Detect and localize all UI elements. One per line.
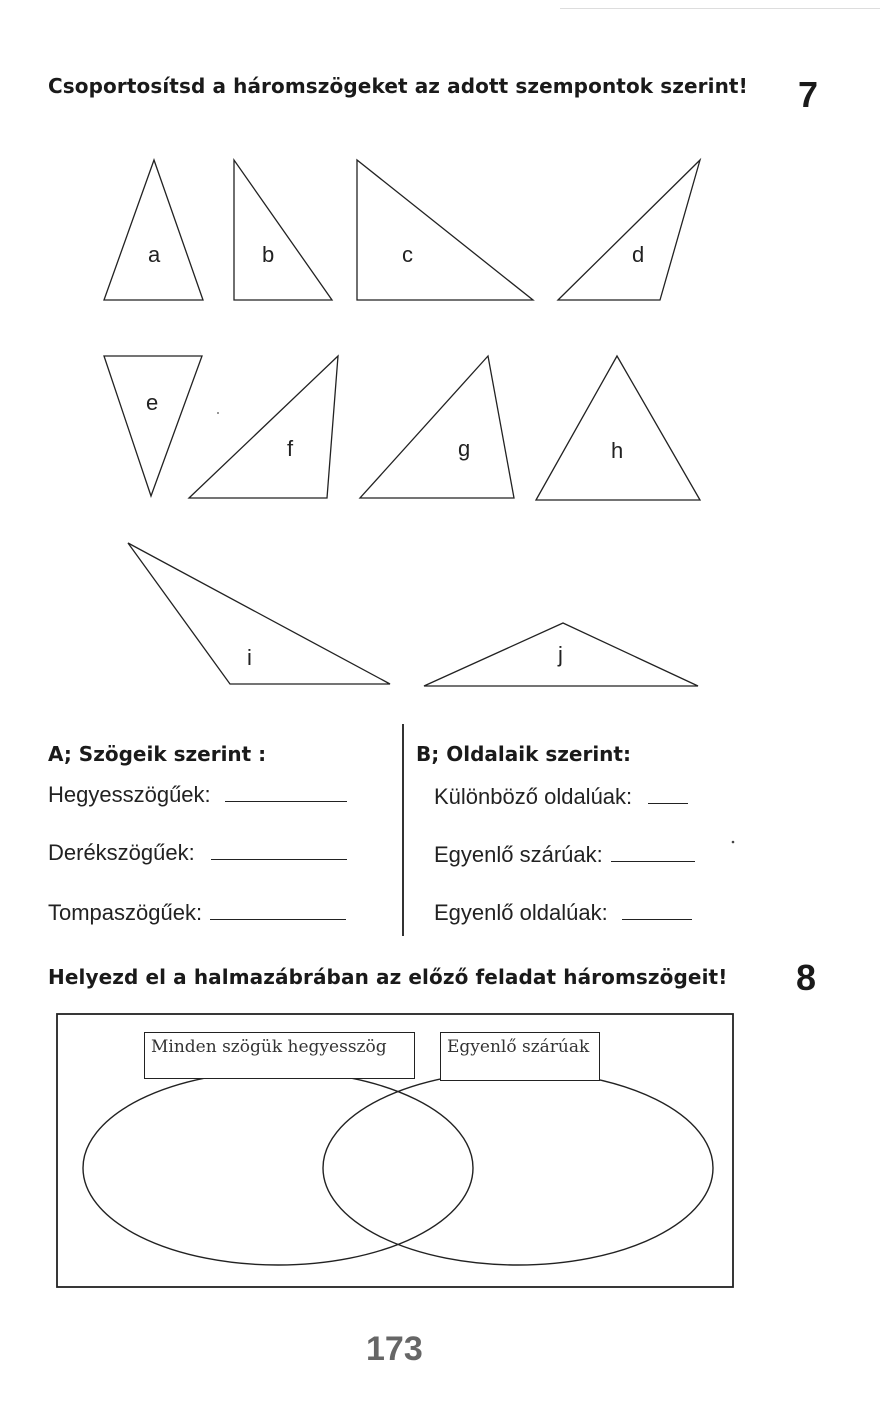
triangle-label-g: g (458, 436, 471, 461)
venn-set-right (323, 1071, 713, 1265)
venn-set-left (83, 1071, 473, 1265)
answer-row-obtuse (48, 900, 346, 926)
answer-label-isosceles: Egyenlő szárúak: (434, 842, 603, 867)
answer-row-scalene (434, 784, 688, 810)
triangle-label-c: c (402, 242, 413, 267)
triangle-label-e: e (146, 390, 159, 415)
triangle-label-a: a (148, 242, 161, 267)
answer-row-right (48, 840, 347, 866)
triangle-a (104, 160, 203, 300)
task-8-number: 8 (796, 957, 817, 998)
triangle-d (558, 160, 700, 300)
answer-blank-isosceles[interactable] (611, 859, 695, 862)
triangle-label-j: j (558, 642, 563, 667)
triangle-label-f: f (287, 436, 294, 461)
answer-label-acute: Hegyesszögűek: (48, 782, 211, 807)
venn-label-acute: Minden szögük hegyesszög (144, 1032, 415, 1079)
venn-label-isosceles: Egyenlő szárúak (440, 1032, 600, 1081)
triangle-f (189, 356, 338, 498)
section-a-title: A; Szögeik szerint : (48, 742, 267, 766)
triangle-b (234, 160, 332, 300)
answer-blank-acute[interactable] (225, 799, 347, 802)
page-number: 173 (366, 1330, 423, 1368)
section-divider (402, 724, 404, 936)
answer-blank-right[interactable] (211, 857, 347, 860)
triangle-e (104, 356, 202, 496)
triangle-label-i: i (247, 645, 252, 670)
triangle-label-b: b (262, 242, 275, 267)
answer-blank-obtuse[interactable] (210, 917, 346, 920)
triangle-h (536, 356, 700, 500)
triangle-label-h: h (611, 438, 624, 463)
stray-dot (732, 841, 735, 844)
triangle-label-d: d (632, 242, 645, 267)
triangle-g (360, 356, 514, 498)
triangle-c (357, 160, 533, 300)
answer-label-equilateral: Egyenlő oldalúak: (434, 900, 608, 925)
answer-blank-scalene[interactable] (648, 801, 688, 804)
answer-label-right: Derékszögűek: (48, 840, 195, 865)
stray-dot (217, 412, 219, 414)
answer-row-acute (48, 782, 347, 808)
answer-row-isosceles (434, 842, 695, 868)
answer-row-equilateral (434, 900, 692, 926)
answer-label-obtuse: Tompaszögűek: (48, 900, 203, 925)
task-7-instruction: Csoportosítsd a háromszögeket az adott szempontok szerint! (48, 74, 748, 98)
answer-blank-equilateral[interactable] (622, 917, 692, 920)
triangle-i (128, 543, 390, 684)
answer-label-scalene: Különböző oldalúak: (434, 784, 633, 809)
section-b-title: B; Oldalaik szerint: (416, 742, 631, 766)
task-7-number: 7 (798, 74, 819, 115)
task-8-instruction: Helyezd el a halmazábrában az előző feladat háromszögeit! (48, 965, 728, 989)
